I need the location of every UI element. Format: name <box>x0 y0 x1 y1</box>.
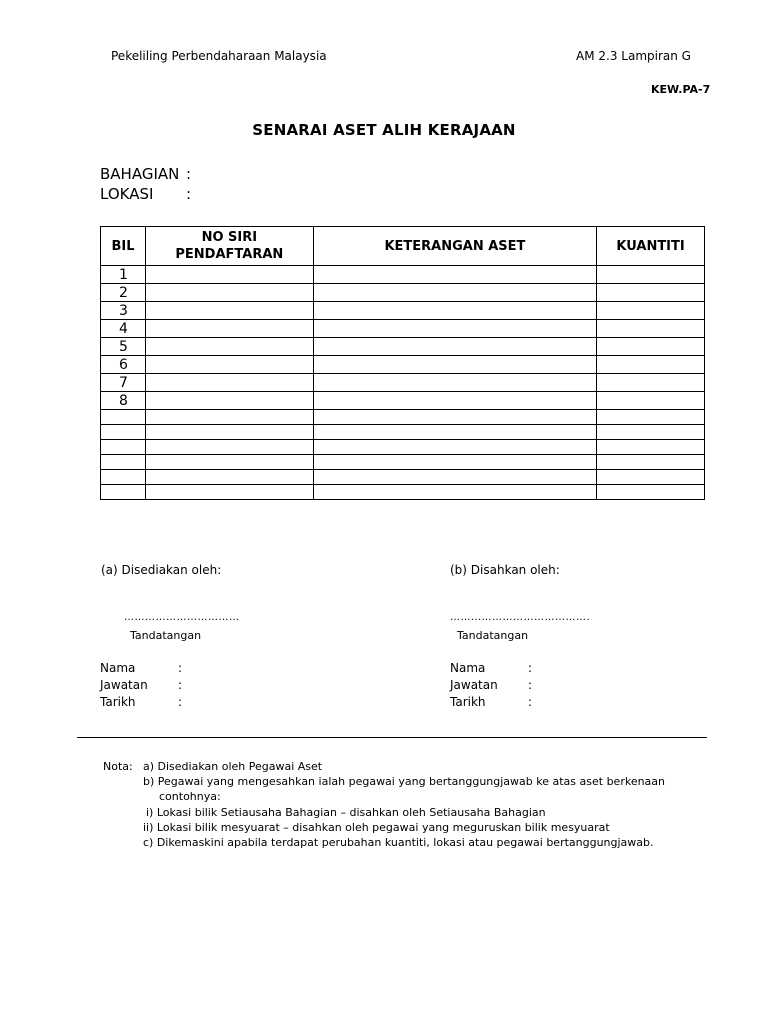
nama-colon: : <box>178 661 183 675</box>
asset-table <box>100 226 705 500</box>
cell-keterangan <box>313 284 596 302</box>
header-appendix-ref: AM 2.3 Lampiran G <box>576 49 691 63</box>
table-row <box>101 266 705 284</box>
jawatan-label: Jawatan <box>100 678 148 692</box>
table-row-blank <box>101 455 705 470</box>
cell-kuantiti <box>597 374 705 392</box>
table-row <box>101 392 705 410</box>
row-number: 7 <box>101 374 146 392</box>
notes-label: Nota: <box>103 760 133 773</box>
table-row-blank <box>101 425 705 440</box>
cell-no-siri <box>145 284 313 302</box>
lokasi-label: LOKASI <box>100 185 154 203</box>
cell-kuantiti <box>597 356 705 374</box>
bahagian-label: BAHAGIAN <box>100 165 180 183</box>
cell-keterangan <box>313 266 596 284</box>
prepared-signature-line: …………………………… <box>124 612 240 623</box>
table-row <box>101 374 705 392</box>
row-number: 3 <box>101 302 146 320</box>
note-b-cont: contohnya: <box>159 790 221 804</box>
cell-keterangan <box>313 302 596 320</box>
col-header-keterangan: KETERANGAN ASET <box>313 227 596 266</box>
row-number: 1 <box>101 266 146 284</box>
cell-keterangan <box>313 356 596 374</box>
note-a <box>103 759 665 774</box>
cell-no-siri <box>145 356 313 374</box>
prepared-signature-caption: Tandatangan <box>130 629 202 642</box>
lokasi-colon: : <box>186 185 192 203</box>
tarikh-label: Tarikh <box>100 695 136 709</box>
notes-section <box>103 759 665 850</box>
tarikh-label: Tarikh <box>450 695 486 709</box>
prepared-nama-row <box>100 660 182 677</box>
approved-signature-caption: Tandatangan <box>457 629 529 642</box>
cell-kuantiti <box>597 338 705 356</box>
col-header-no-siri <box>145 227 313 266</box>
cell-keterangan <box>313 338 596 356</box>
col-header-kuantiti: KUANTITI <box>597 227 705 266</box>
cell-keterangan <box>313 392 596 410</box>
approved-jawatan-row <box>450 677 532 694</box>
table-row <box>101 356 705 374</box>
tarikh-colon: : <box>178 695 183 709</box>
col-header-no-siri-line1: NO SIRI <box>201 230 258 245</box>
tarikh-colon: : <box>528 695 533 709</box>
note-b-ii: ii) Lokasi bilik mesyuarat – disahkan oleh pegawai yang meguruskan bilik mesyuarat <box>143 820 610 834</box>
row-number: 5 <box>101 338 146 356</box>
form-code: KEW.PA-7 <box>651 83 711 96</box>
cell-kuantiti <box>597 320 705 338</box>
divider <box>77 737 707 738</box>
cell-kuantiti <box>597 392 705 410</box>
nama-label: Nama <box>100 661 136 675</box>
table-row <box>101 338 705 356</box>
col-header-no-siri-line2: PENDAFTARAN <box>175 247 284 262</box>
bahagian-colon: : <box>186 165 192 183</box>
header-circular-title: Pekeliling Perbendaharaan Malaysia <box>111 49 327 63</box>
approved-nama-row <box>450 660 532 677</box>
table-row-blank <box>101 410 705 425</box>
nama-label: Nama <box>450 661 486 675</box>
prepared-jawatan-row <box>100 677 182 694</box>
row-number: 4 <box>101 320 146 338</box>
prepared-by-label: (a) Disediakan oleh: <box>101 563 222 577</box>
approved-tarikh-row <box>450 694 532 711</box>
cell-keterangan <box>313 320 596 338</box>
table-row-blank <box>101 440 705 455</box>
cell-no-siri <box>145 302 313 320</box>
jawatan-colon: : <box>528 678 533 692</box>
bahagian-field <box>100 165 191 183</box>
cell-no-siri <box>145 338 313 356</box>
jawatan-colon: : <box>178 678 183 692</box>
note-b-i: i) Lokasi bilik Setiausaha Bahagian – disahkan oleh Setiausaha Bahagian <box>146 805 546 819</box>
cell-kuantiti <box>597 302 705 320</box>
table-row <box>101 302 705 320</box>
table-row-blank <box>101 470 705 485</box>
page-title: SENARAI ASET ALIH KERAJAAN <box>252 121 516 139</box>
cell-kuantiti <box>597 266 705 284</box>
row-number: 6 <box>101 356 146 374</box>
cell-no-siri <box>145 320 313 338</box>
approved-by-label: (b) Disahkan oleh: <box>450 563 560 577</box>
col-header-bil: BIL <box>101 227 146 266</box>
row-number: 8 <box>101 392 146 410</box>
cell-no-siri <box>145 374 313 392</box>
table-row-blank <box>101 485 705 500</box>
note-c: c) Dikemaskini apabila terdapat perubahan kuantiti, lokasi atau pegawai bertanggungjawab. <box>143 836 654 850</box>
approved-signature-line: …………………………………. <box>450 612 591 623</box>
cell-no-siri <box>145 392 313 410</box>
approved-by-details <box>450 660 532 711</box>
cell-no-siri <box>145 266 313 284</box>
nama-colon: : <box>528 661 533 675</box>
cell-kuantiti <box>597 284 705 302</box>
table-header-row <box>101 227 705 266</box>
prepared-tarikh-row <box>100 694 182 711</box>
row-number: 2 <box>101 284 146 302</box>
note-a-text: a) Disediakan oleh Pegawai Aset <box>143 760 323 773</box>
lokasi-field <box>100 185 191 203</box>
jawatan-label: Jawatan <box>450 678 498 692</box>
table-row <box>101 320 705 338</box>
note-b: b) Pegawai yang mengesahkan ialah pegawai yang bertanggungjawab ke atas aset berkenaan <box>143 775 666 789</box>
cell-keterangan <box>313 374 596 392</box>
table-row <box>101 284 705 302</box>
prepared-by-details <box>100 660 182 711</box>
